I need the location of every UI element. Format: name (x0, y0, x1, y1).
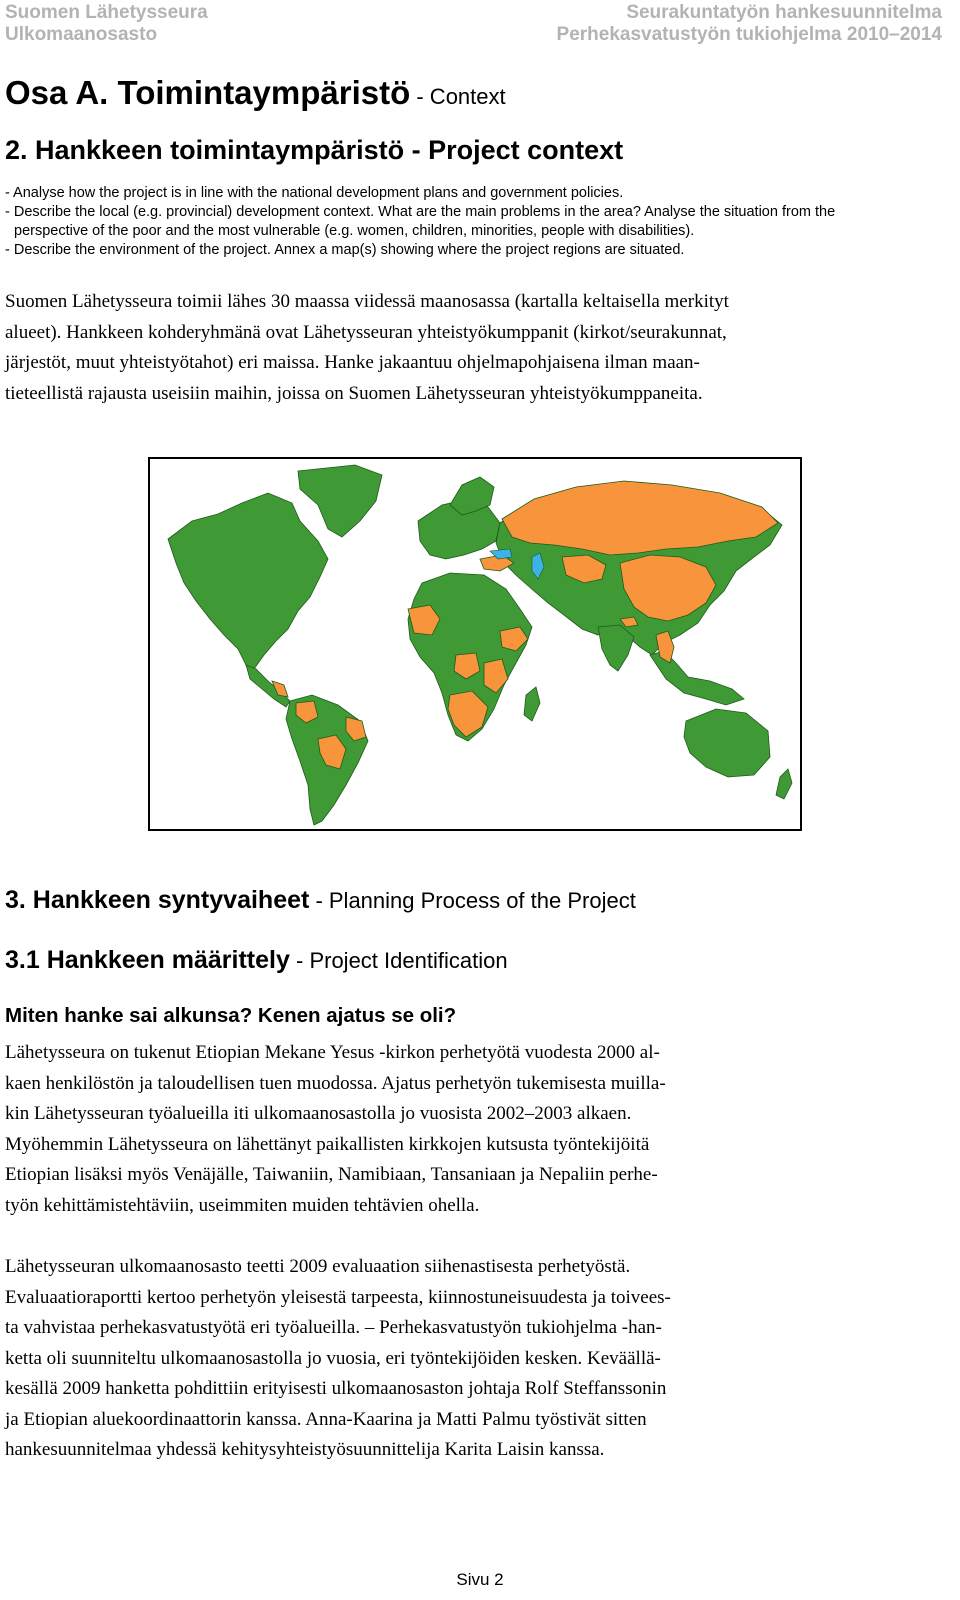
paragraph-line: ta vahvistaa perhekasvatustyötä eri työalueilla. – Perhekasvatustyön tukiohjelma -han- (5, 1317, 662, 1338)
context-paragraph (5, 287, 955, 409)
paragraph-line: ja Etiopian aluekoordinaattorin kanssa. Anna-Kaarina ja Matti Palmu työstivät sitten (5, 1408, 647, 1430)
map-greenland (298, 465, 382, 537)
map-new-zealand (776, 769, 792, 799)
part-a-title: Osa A. Toimintaympäristö (5, 74, 411, 111)
instructions-block (5, 184, 955, 260)
instruction-line: perspective of the poor and the most vulnerable (e.g. women, children, minorities, people with disabilities). (14, 223, 695, 239)
paragraph-line: Lähetysseura on tukenut Etiopian Mekane Yesus -kirkon perhetyötä vuodesta 2000 al- (5, 1042, 660, 1063)
part-a-subtitle: - Context (410, 84, 506, 109)
section-2-heading: 2. Hankkeen toimintaympäristö - Project context (5, 135, 624, 165)
world-map (150, 459, 800, 829)
origin-paragraph (5, 1038, 955, 1221)
question-heading: Miten hanke sai alkunsa? Kenen ajatus se oli? (5, 1004, 457, 1027)
section-3-title: 3. Hankkeen syntyvaiheet (5, 886, 310, 914)
section-3-subtitle: - Planning Process of the Project (309, 888, 636, 913)
paragraph-line: kesällä 2009 hanketta pohdittiin erityisesti ulkomaanosaston johtaja Rolf Steffanssonin (5, 1378, 667, 1399)
section-3-heading (5, 886, 636, 915)
paragraph-line: kin Lähetysseuran työalueilla iti ulkomaanosastolla jo vuosista 2002–2003 alkaen. (5, 1103, 632, 1124)
instruction-line: - Describe the environment of the project. Annex a map(s) showing where the project regions are situated. (5, 242, 685, 258)
evaluation-paragraph (5, 1252, 955, 1466)
paragraph-line: hankesuunnitelmaa yhdessä kehitysyhteistyösuunnittelija Karita Laisin kanssa. (5, 1439, 605, 1460)
header-document (557, 2, 942, 46)
instruction-line: - Analyse how the project is in line with the national development plans and government policies. (5, 185, 624, 201)
header-org-name: Suomen Lähetysseura (5, 2, 208, 23)
header-doc-title: Seurakuntatyön hankesuunnitelma (626, 2, 942, 23)
paragraph-line: kaen henkilöstön ja taloudellisen tuen muodossa. Ajatus perhetyön tukemisesta muilla- (5, 1072, 666, 1094)
paragraph-line: ketta oli suunniteltu ulkomaanosastolla jo vuosia, eri työntekijöiden kesken. Keväällä- (5, 1347, 661, 1369)
paragraph-line: Suomen Lähetysseura toimii lähes 30 maassa viidessä maanosassa (kartalla keltaisella merkityt (5, 291, 729, 312)
section-3-1-title: 3.1 Hankkeen määrittely (5, 946, 290, 974)
paragraph-line: järjestöt, muut yhteistyötahot) eri maissa. Hanke jakaantuu ohjelmapohjaisena ilman maan- (5, 352, 700, 373)
header-organization (5, 2, 208, 46)
world-map-figure (148, 457, 802, 831)
running-header (0, 0, 960, 48)
section-3-1-subtitle: - Project Identification (289, 948, 508, 973)
section-3-1-heading (5, 946, 508, 975)
header-department: Ulkomaanosasto (5, 24, 158, 45)
map-australia (684, 709, 770, 777)
paragraph-line: Myöhemmin Lähetysseura on lähettänyt paikallisten kirkkojen kutsusta työntekijöitä (5, 1133, 650, 1155)
header-program: Perhekasvatustyön tukiohjelma 2010–2014 (556, 24, 942, 45)
paragraph-line: työn kehittämistehtäviin, useimmiten muiden tehtävien ohella. (5, 1194, 480, 1216)
paragraph-line: Lähetysseuran ulkomaanosasto teetti 2009 evaluaation siihenastisesta perhetyöstä. (5, 1256, 631, 1277)
map-madagascar (524, 687, 540, 721)
instruction-line: - Describe the local (e.g. provincial) development context. What are the main problems in the area? Analyse the situation from the (5, 204, 836, 220)
map-india (598, 625, 634, 671)
paragraph-line: tieteellistä rajausta useisiin maihin, joissa on Suomen Lähetysseuran yhteistyökumppaneita. (5, 382, 703, 404)
paragraph-line: Evaluaatioraportti kertoo perhetyön yleisestä tarpeesta, kiinnostuneisuudesta ja toivees- (5, 1286, 671, 1308)
page-number: Sivu 2 (456, 1570, 504, 1589)
paragraph-line: alueet). Hankkeen kohderyhmänä ovat Lähetysseuran yhteistyökumppanit (kirkot/seurakunnat, (5, 321, 727, 343)
paragraph-line: Etiopian lisäksi myös Venäjälle, Taiwaniin, Namibiaan, Tansaniaan ja Nepaliin perhe- (5, 1164, 658, 1185)
map-north-america (168, 493, 328, 669)
part-a-heading (5, 74, 506, 112)
